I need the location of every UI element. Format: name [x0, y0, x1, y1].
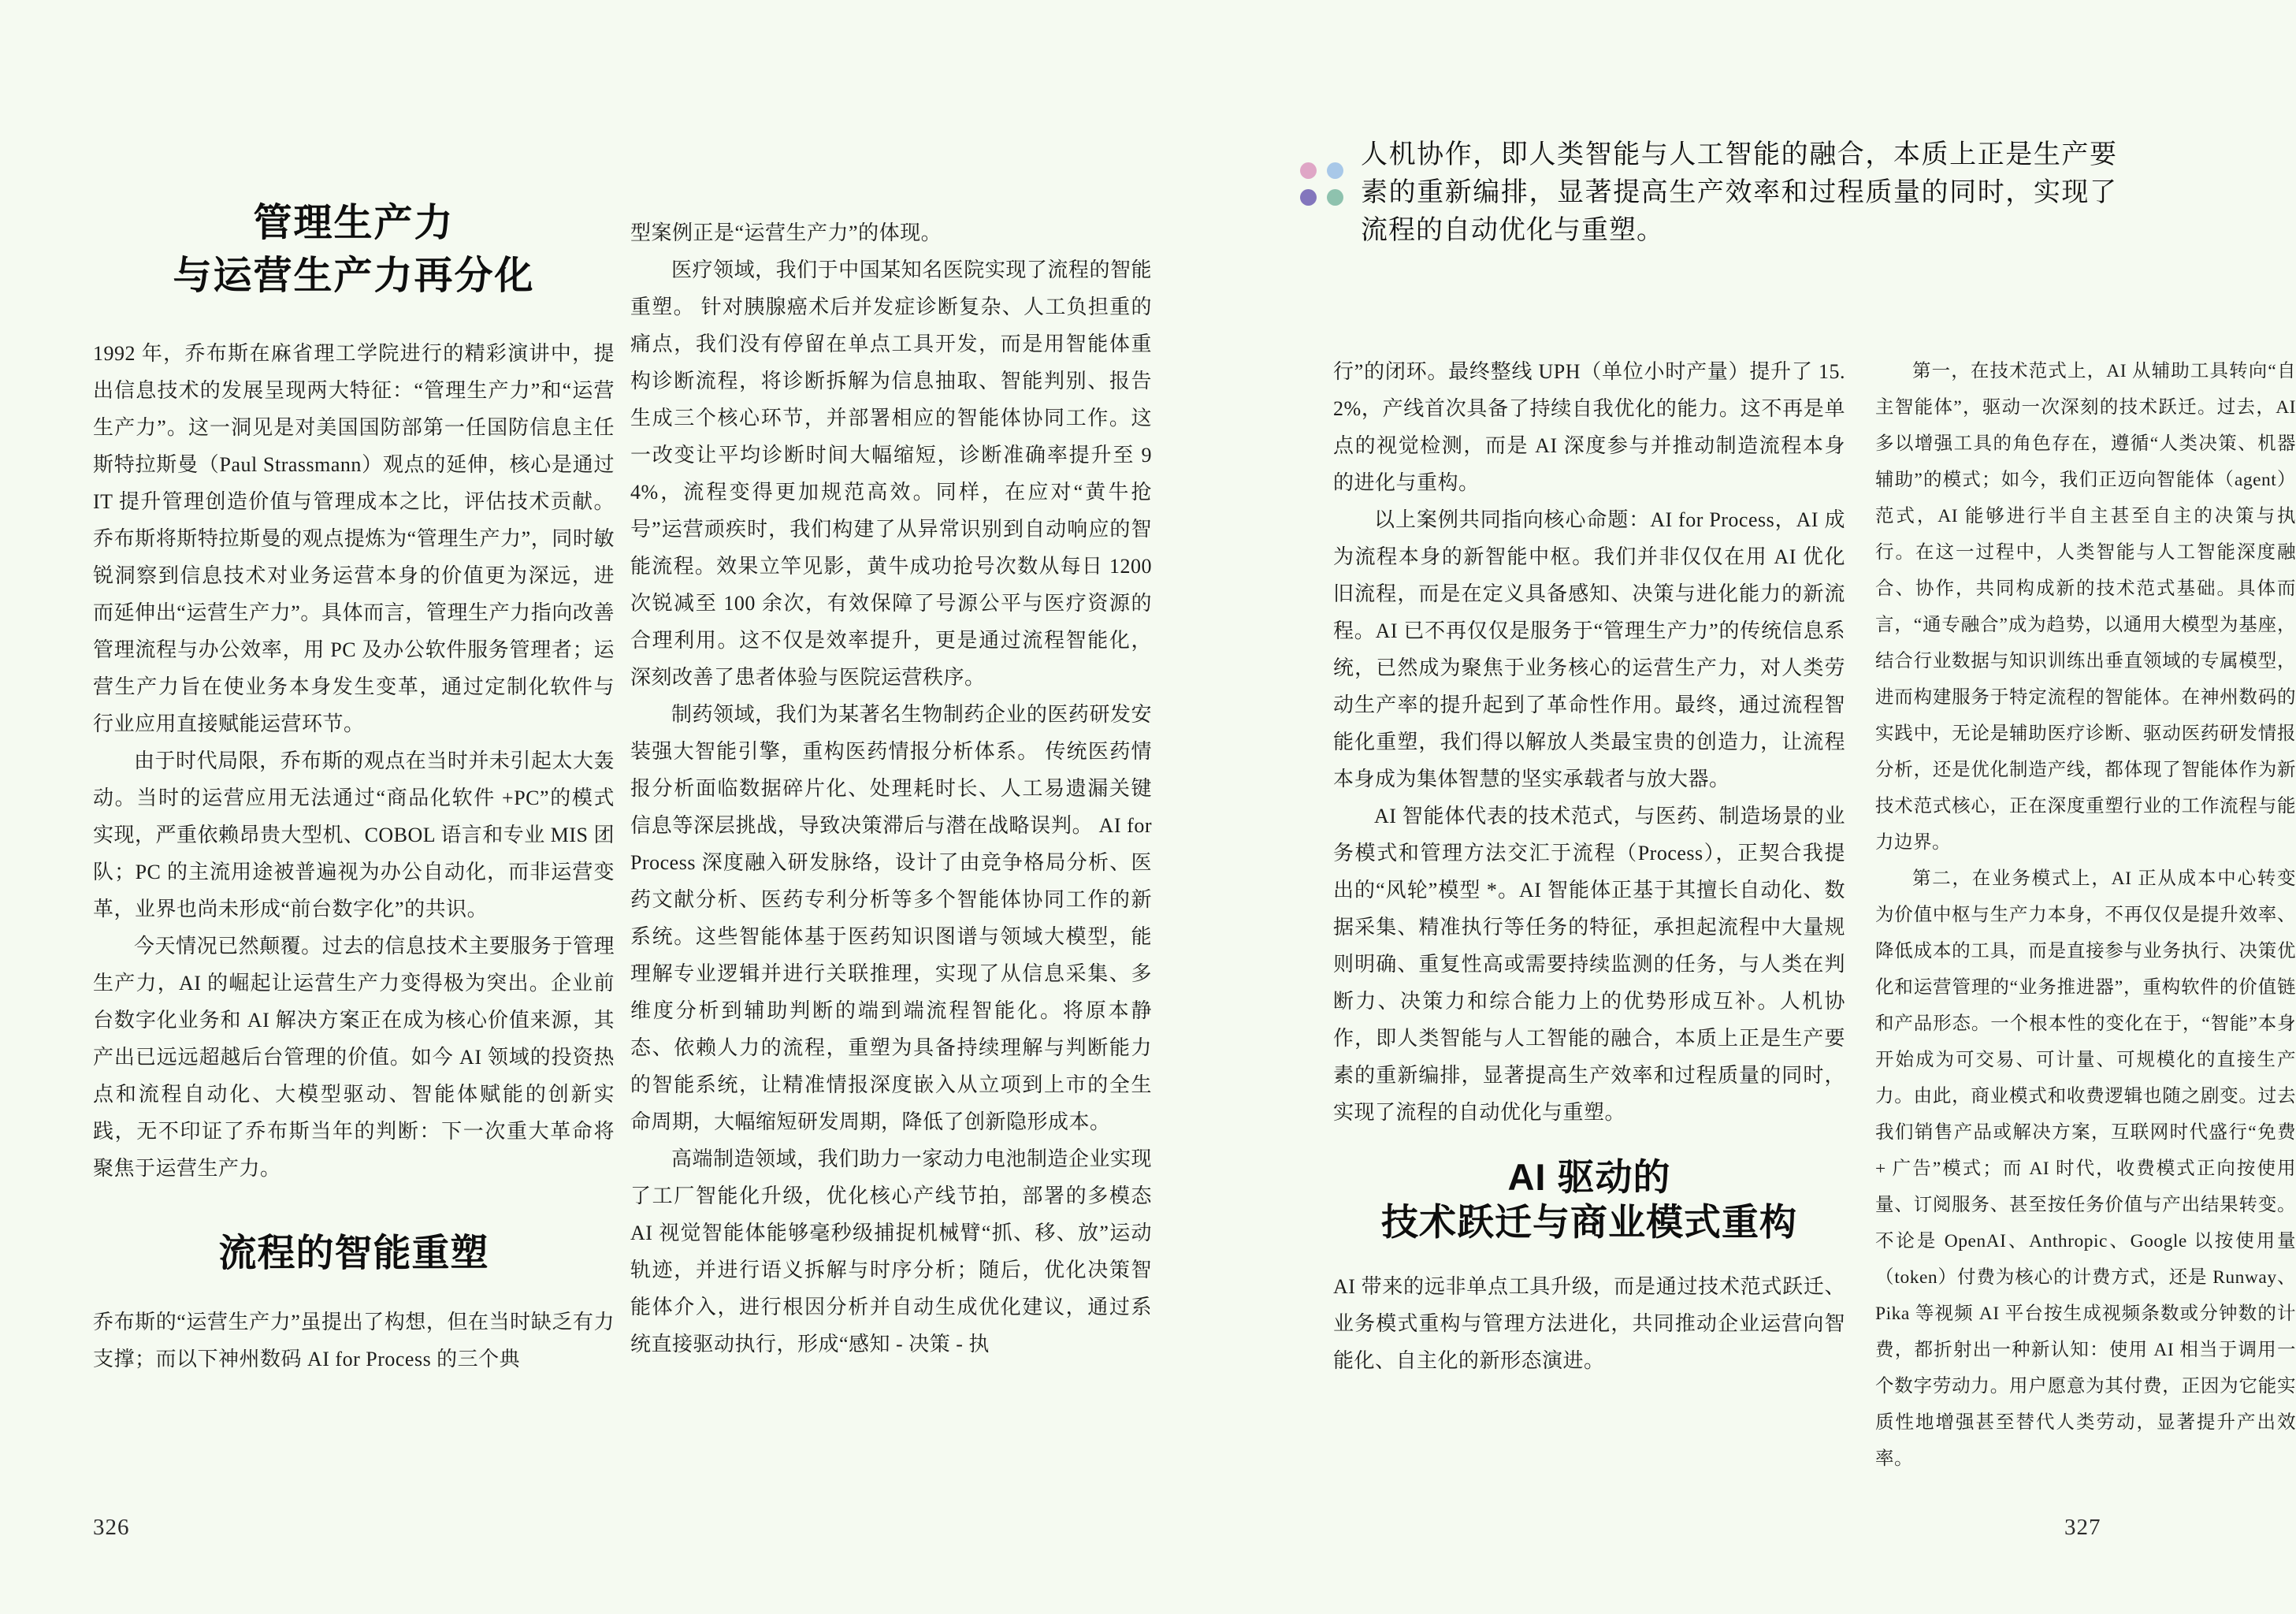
section-heading-line2: 技术跃迁与商业模式重构	[1381, 1201, 1797, 1243]
paragraph: 今天情况已然颠覆。过去的信息技术主要服务于管理生产力，AI 的崛起让运营生产力变得极为突出。企业前台数字化业务和 AI 解决方案正在成为核心价值来源，其产出已远远超越后台管理的价值。如今 AI 领域的投资热点和流程自动化、大模型驱动、智能体赋能的创新实践，无不印证了乔布斯当年的判断：下一次重大革命将聚焦于运营生产力。	[93, 935, 615, 1180]
paragraph: 第一，在技术范式上，AI 从辅助工具转向“自主智能体”，驱动一次深刻的技术跃迁。过去，AI 多以增强工具的角色存在，遵循“人类决策、机器辅助”的模式；如今，我们正迈向智能体（agent）范式，AI 能够进行半自主甚至自主的决策与执行。在这一过程中，人类智能与人工智能深度融合、协作，共同构成新的技术范式基础。具体而言，“通专融合”成为趋势，以通用大模型为基座，结合行业数据与知识训练出垂直领域的专属模型，进而构建服务于特定流程的智能体。在神州数码的实践中，无论是辅助医疗诊断、驱动医药研发情报分析，还是优化制造产线，都体现了智能体作为新技术范式核心，正在深度重塑行业的工作流程与能力边界。	[1875, 361, 2296, 853]
paragraph: 第二，在业务模式上，AI 正从成本中心转变为价值中枢与生产力本身，不再仅仅是提升效率、降低成本的工具，而是直接参与业务执行、决策优化和运营管理的“业务推进器”，重构软件的价值链和产品形态。一个根本性的变化在于，“智能”本身开始成为可交易、可计量、可规模化的直接生产力。由此，商业模式和收费逻辑也随之剧变。过去我们销售产品或解决方案，互联网时代盛行“免费 + 广告”模式；而 AI 时代，收费模式正向按使用量、订阅服务、甚至按任务价值与产出结果转变。不论是 OpenAI、Anthropic、Google 以按使用量（token）付费为核心的计费方式，还是 Runway、Pika 等视频 AI 平台按生成视频条数或分钟数的计费，都折射出一种新认知：使用 AI 相当于调用一个数字劳动力。用户愿意为其付费，正因为它能实质性地增强甚至替代人类劳动，显著提升产出效率。	[1875, 868, 2296, 1469]
section-heading-ai-driven	[1333, 1155, 1845, 1244]
article-title	[93, 197, 615, 303]
teal-dot-icon	[1327, 189, 1343, 206]
paragraph: 型案例正是“运营生产力”的体现。	[630, 221, 942, 244]
page-number-right: 327	[2064, 1515, 2101, 1540]
paragraph: 制药领域，我们为某著名生物制药企业的医药研发安装强大智能引擎，重构医药情报分析体系。 传统医药情报分析面临数据碎片化、处理耗时长、人工易遗漏关键信息等深层挑战，导致决策滞后与潜在战略误判。 AI for Process 深度融入研发脉络，设计了由竞争格局分析、医药文献分析、医药专利分析等多个智能体协同工作的新系统。这些智能体基于医药知识图谱与领域大模型，能理解专业逻辑并进行关联推理，实现了从信息采集、多维度分析到辅助判断的端到端流程智能化。将原本静态、依赖人力的流程，重塑为具备持续理解与判断能力的智能系统，让精准情报深度嵌入从立项到上市的全生命周期，大幅缩短研发周期，降低了创新隐形成本。	[630, 703, 1152, 1133]
page-number-left: 326	[93, 1515, 130, 1540]
section-heading-process-reshape: 流程的智能重塑	[218, 1233, 489, 1274]
left-column-2	[630, 214, 1152, 1363]
paragraph: 行”的闭环。最终整线 UPH（单位小时产量）提升了 15.2%，产线首次具备了持续自我优化的能力。这不再是单点的视觉检测，而是 AI 深度参与并推动制造流程本身的进化与重构。	[1333, 360, 1845, 494]
paragraph: 以上案例共同指向核心命题：AI for Process，AI 成为流程本身的新智能中枢。我们并非仅仅在用 AI 优化旧流程，而是在定义具备感知、决策与进化能力的新流程。AI 已不再仅仅是服务于“管理生产力”的传统信息系统，已然成为聚焦于业务核心的运营生产力，对人类劳动生产率的提升起到了革命性作用。最终，通过流程智能化重塑，我们得以解放人类最宝贵的创造力，让流程本身成为集体智慧的坚实承载者与放大器。	[1333, 508, 1845, 790]
paragraph: 乔布斯的“运营生产力”虽提出了构想，但在当时缺乏有力支撑；而以下神州数码 AI for Process 的三个典	[93, 1311, 615, 1370]
article-title-line2: 与运营生产力再分化	[173, 255, 535, 297]
paragraph: AI 带来的远非单点工具升级，而是通过技术范式跃迁、业务模式重构与管理方法进化，共同推动企业运营向智能化、自主化的新形态演进。	[1333, 1275, 1845, 1372]
paragraph: 1992 年，乔布斯在麻省理工学院进行的精彩演讲中，提出信息技术的发展呈现两大特征：“管理生产力”和“运营生产力”。这一洞见是对美国国防部第一任国防信息主任斯特拉斯曼（Paul Strassmann）观点的延伸，核心是通过 IT 提升管理创造价值与管理成本之比，评估技术贡献。乔布斯将斯特拉斯曼的观点提炼为“管理生产力”，同时敏锐洞察到信息技术对业务运营本身的价值更为深远，进而延伸出“运营生产力”。具体而言，管理生产力指向改善管理流程与办公效率，用 PC 及办公软件服务管理者；运营生产力旨在使业务本身发生变革，通过定制化软件与行业应用直接赋能运营环节。	[93, 342, 615, 735]
section-heading-line1: AI 驱动的	[1507, 1156, 1671, 1198]
right-column-2	[1875, 353, 2296, 1477]
purple-dot-icon	[1300, 189, 1317, 206]
pink-dot-icon	[1300, 162, 1317, 179]
article-title-line1: 管理生产力	[253, 202, 455, 244]
quote-dots	[1300, 162, 1343, 206]
right-column-1	[1333, 353, 1845, 1379]
blue-dot-icon	[1327, 162, 1343, 179]
paragraph: AI 智能体代表的技术范式，与医药、制造场景的业务模式和管理方法交汇于流程（Process），正契合我提出的“风轮”模型 *。AI 智能体正基于其擅长自动化、数据采集、精准执行等任务的特征，承担起流程中大量规则明确、重复性高或需要持续监测的任务，与人类在判断力、决策力和综合能力上的优势形成互补。人机协作，即人类智能与人工智能的融合，本质上正是生产要素的重新编排，显著提高生产效率和过程质量的同时，实现了流程的自动优化与重塑。	[1333, 805, 1845, 1124]
pull-quote: 人机协作，即人类智能与人工智能的融合，本质上正是生产要素的重新编排，显著提高生产效率和过程质量的同时，实现了流程的自动优化与重塑。	[1361, 139, 2117, 245]
left-column-1	[93, 335, 615, 1378]
paragraph: 医疗领域，我们于中国某知名医院实现了流程的智能重塑。 针对胰腺癌术后并发症诊断复杂、人工负担重的痛点，我们没有停留在单点工具开发，而是用智能体重构诊断流程，将诊断拆解为信息抽取、智能判别、报告生成三个核心环节，并部署相应的智能体协同工作。这一改变让平均诊断时间大幅缩短，诊断准确率提升至 94%，流程变得更加规范高效。同样，在应对“黄牛抢号”运营顽疾时，我们构建了从异常识别到自动响应的智能流程。效果立竿见影，黄牛成功抢号次数从每日 1200 次锐减至 100 余次，有效保障了号源公平与医疗资源的合理利用。这不仅是效率提升，更是通过流程智能化，深刻改善了患者体验与医院运营秩序。	[630, 258, 1152, 689]
paragraph: 高端制造领域，我们助力一家动力电池制造企业实现了工厂智能化升级，优化核心产线节拍，部署的多模态 AI 视觉智能体能够毫秒级捕捉机械臂“抓、移、放”运动轨迹，并进行语义拆解与时序分析；随后，优化决策智能体介入，进行根因分析并自动生成优化建议，通过系统直接驱动执行，形成“感知 - 决策 - 执	[630, 1147, 1152, 1356]
paragraph: 由于时代局限，乔布斯的观点在当时并未引起太大轰动。当时的运营应用无法通过“商品化软件 +PC”的模式实现，严重依赖昂贵大型机、COBOL 语言和专业 MIS 团队；PC 的主流用途被普遍视为办公自动化，而非运营变革，业界也尚未形成“前台数字化”的共识。	[93, 749, 615, 920]
